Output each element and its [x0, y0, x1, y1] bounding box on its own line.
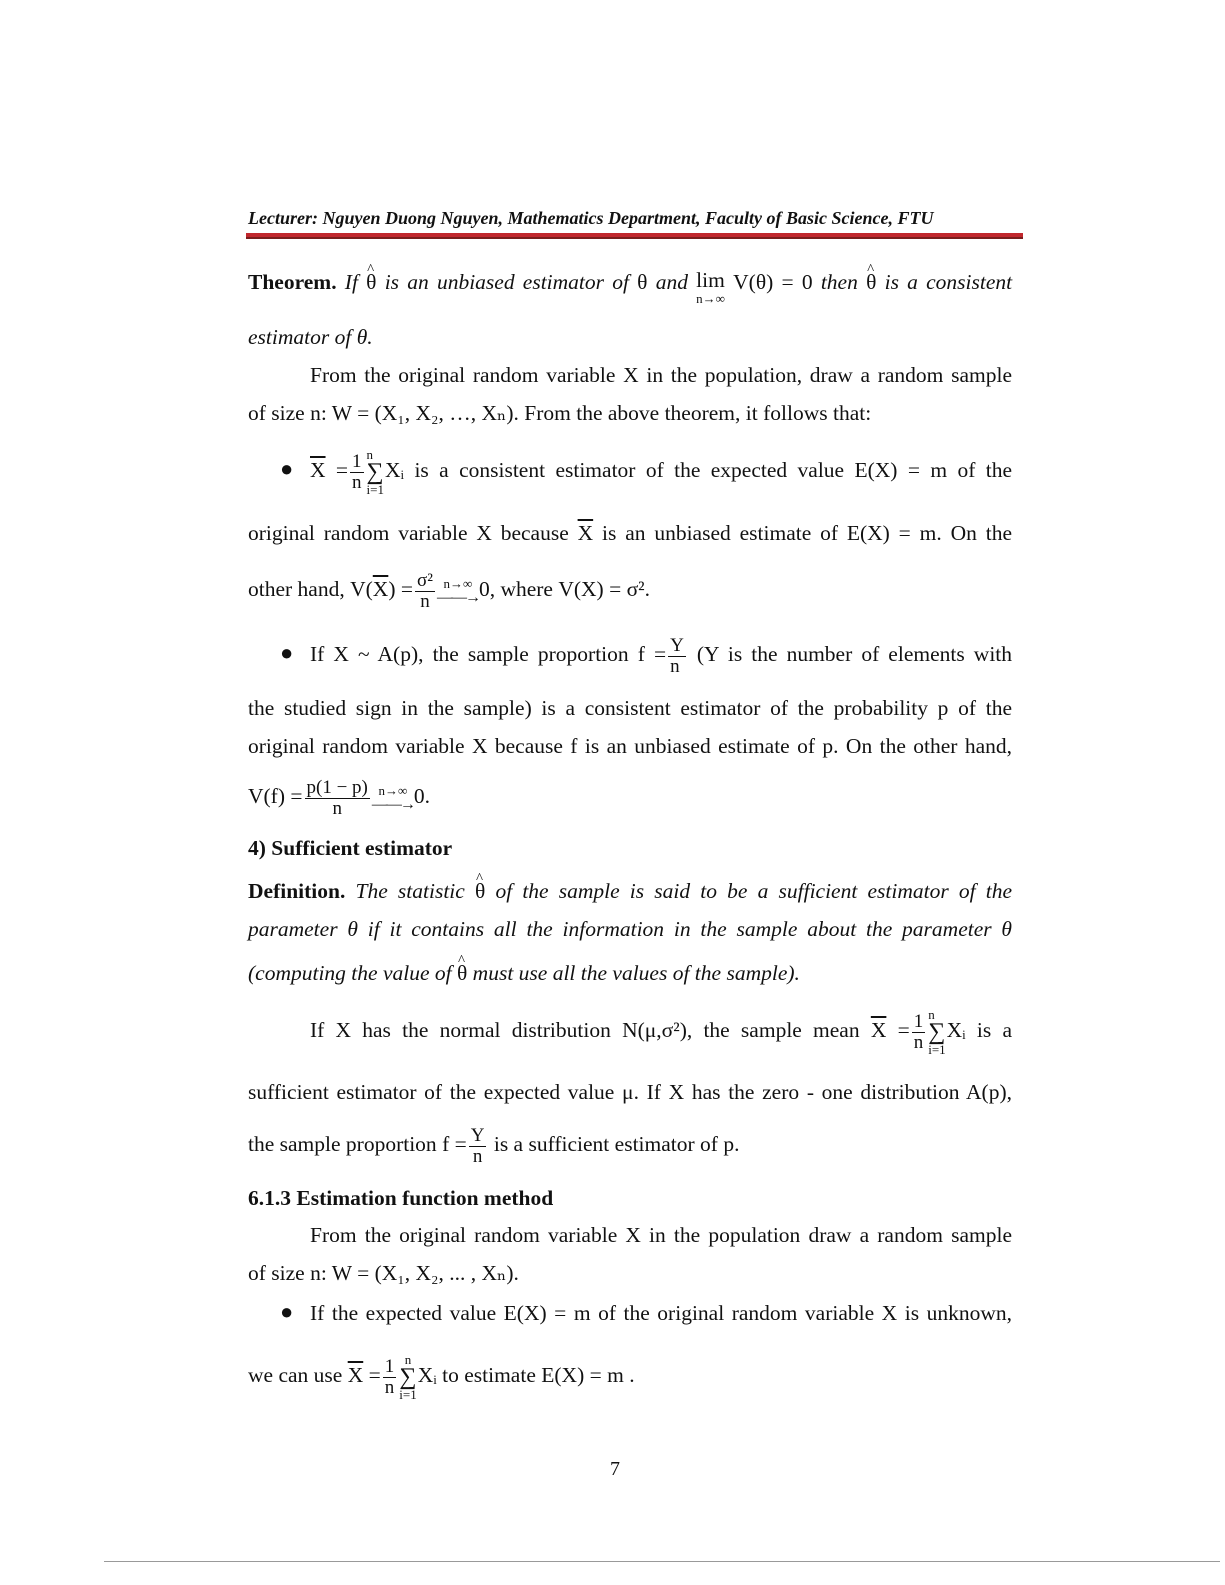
theorem-line-2: estimator of θ. — [248, 325, 373, 349]
section613-bullet-line — [310, 1299, 1012, 1327]
section613-line-2: of size n: W = (X₁, X₂, ... , Xₙ). — [248, 1261, 519, 1285]
definition-text: The statistic — [355, 879, 465, 903]
bullet2-line-1 — [310, 628, 1012, 680]
sum-upper: n — [404, 1352, 412, 1368]
normal-line-3 — [248, 1118, 1012, 1170]
bullet-icon: ● — [280, 1299, 294, 1324]
variance-f: V(f) = — [248, 784, 303, 808]
bullet2-text: If — [310, 642, 325, 666]
footer-rule — [104, 1561, 1220, 1562]
numerator: p(1 − p) — [306, 776, 368, 798]
bullet1-line-1: $\overline{X}$ = $\frac{1}{n}$ n ∑ i=1 Xᵢ is a consistent estimator of the expected value E(X) = m of the — [310, 447, 1013, 498]
arrow-label: n→∞ — [443, 576, 473, 592]
denominator: n — [472, 1145, 483, 1167]
bullet1-text: is a consistent estimator of the expected value — [414, 458, 845, 482]
section613-text: of the original random variable X is unknown, — [598, 1301, 1013, 1325]
sum-upper: n — [928, 1007, 935, 1023]
expected-value: E(X) = m — [503, 1301, 591, 1325]
theorem-line-1 — [248, 268, 1012, 306]
denominator: n — [352, 471, 362, 493]
expected-value: E(X) = m . — [541, 1363, 635, 1387]
distribution: X ~ A(p) — [333, 642, 419, 666]
x-bar: $\overline{X}$ — [310, 458, 326, 482]
theorem-text: then — [820, 270, 858, 294]
limit-arrow — [437, 577, 479, 605]
numerator: Y — [470, 1124, 485, 1146]
section-heading: 4) Sufficient estimator — [248, 836, 453, 860]
section613-text: If the expected value — [310, 1301, 497, 1325]
definition-text: (computing the value of — [248, 961, 452, 985]
definition-line-1 — [248, 877, 1012, 905]
summation — [399, 1353, 416, 1401]
theta-hat: ^ θ — [366, 268, 376, 296]
x-bar: $\overline{X}$ — [347, 1363, 364, 1387]
section613-text: we can use — [248, 1363, 343, 1387]
zero: 0 — [478, 577, 490, 601]
intro-line-1: From the original random variable X in the population, draw a random sample — [310, 363, 1012, 387]
normal-text: sufficient estimator of the expected value — [248, 1080, 615, 1104]
theta: θ — [637, 270, 648, 294]
definition-line-3 — [248, 959, 1012, 987]
mu: μ — [622, 1080, 634, 1104]
normal-text: . If X has the zero - one distribution A(p), — [633, 1080, 1012, 1104]
arrow-icon: ——→ — [436, 589, 479, 607]
variance-xbar: $V(\overline{X})$ = — [350, 577, 413, 601]
bullet2-line-2: the studied sign in the sample) is a consistent estimator of the probability p of the — [248, 696, 1012, 720]
numerator: 1 — [352, 450, 362, 472]
normal-line-1: If X has the normal distribution N(μ,σ²), the sample mean $\overline{X}$ = $\frac{1}{n}$ n ∑ i=1 Xᵢ is a — [310, 1007, 1013, 1058]
definition-line-2: parameter θ if it contains all the information in the sample about the parameter θ — [248, 917, 1012, 941]
definition-text: of the sample is said to be a sufficient estimator of the — [495, 879, 1012, 903]
arrow-icon: ——→ — [371, 796, 414, 814]
fraction — [668, 636, 686, 677]
section613-line-3: we can use $\overline{X}$ = $\frac{1}{n}$ n ∑ i=1 Xᵢ to estimate E(X) = m . — [248, 1352, 635, 1403]
sigma-symbol: ∑ — [366, 459, 384, 486]
theta-hat: ^ θ — [475, 877, 485, 905]
fraction — [383, 1357, 397, 1398]
expected-value: E(X) = m — [854, 458, 948, 482]
variance-formula: V(X) = σ². — [558, 577, 651, 601]
bullet2-text: , the sample proportion — [418, 642, 629, 666]
fraction — [350, 452, 364, 493]
numerator: 1 — [384, 1355, 395, 1377]
bullet1-text: other hand, — [248, 577, 345, 601]
bullet1-text: is an unbiased estimate of E(X) = m. On the — [602, 521, 1013, 545]
page-number: 7 — [610, 1458, 620, 1480]
variance-formula: V(θ) = 0 — [733, 270, 813, 294]
bullet2-line-3: original random variable X because f is an unbiased estimate of p. On the other hand, — [248, 734, 1012, 758]
fraction — [305, 778, 370, 819]
bullet-icon: ● — [280, 456, 294, 481]
summation — [367, 448, 384, 496]
x-i: Xᵢ — [385, 458, 405, 482]
bullet1-line-2 — [248, 519, 1012, 547]
definition-text: must use all the values of the sample). — [472, 961, 800, 985]
bullet2-line-4 — [248, 768, 1012, 824]
numerator: σ² — [416, 569, 433, 591]
bullet1-text: original random variable X because — [248, 521, 569, 545]
f-equals: f = — [637, 642, 667, 666]
normal-text: the sample proportion — [248, 1132, 437, 1156]
theta-hat: ^ θ — [457, 959, 467, 987]
theorem-text: is an unbiased estimator of — [384, 270, 629, 294]
section-heading: 6.1.3 Estimation function method — [248, 1186, 554, 1210]
header-rule — [246, 233, 1023, 239]
limit — [696, 268, 725, 306]
sigma-symbol: ∑ — [399, 1364, 417, 1391]
bullet-icon: ● — [280, 640, 294, 665]
x-i: Xᵢ — [946, 1018, 966, 1042]
theorem-label: Theorem. — [248, 270, 337, 294]
sum-upper: n — [366, 447, 374, 463]
f-equals: f = — [442, 1132, 467, 1156]
summation — [928, 1008, 945, 1056]
zero: 0. — [413, 784, 431, 808]
limit-arrow — [372, 784, 414, 812]
running-header: Lecturer: Nguyen Duong Nguyen, Mathematics Department, Faculty of Basic Science, FTU — [248, 208, 934, 228]
normal-text: is a — [976, 1018, 1013, 1042]
bullet1-text: , where — [489, 577, 553, 601]
arrow-label: n→∞ — [378, 783, 408, 799]
x-i: Xᵢ — [417, 1363, 437, 1387]
intro-line-2: of size n: W = (X₁, X₂, …, Xₙ). From the above theorem, it follows that: — [248, 401, 872, 425]
denominator: n — [332, 797, 342, 819]
lim-word: lim — [696, 268, 725, 292]
numerator: 1 — [913, 1010, 924, 1032]
distribution: N(μ,σ²) — [622, 1018, 687, 1042]
denominator: n — [913, 1031, 924, 1053]
sum-lower: i=1 — [928, 1042, 946, 1058]
x-bar: $\overline{X}$ — [577, 521, 594, 545]
bullet1-line-3 — [248, 560, 1012, 618]
section613-text: to estimate — [442, 1363, 536, 1387]
x-bar: $\overline{X}$ — [870, 1018, 887, 1042]
theorem-text: is a consistent — [884, 270, 1013, 294]
fraction — [469, 1126, 487, 1167]
theorem-text: and — [655, 270, 688, 294]
theta-hat: ^ θ — [866, 268, 876, 296]
sum-lower: i=1 — [399, 1387, 417, 1403]
normal-text: , the sample mean — [686, 1018, 860, 1042]
sum-lower: i=1 — [366, 482, 384, 498]
normal-line-2 — [248, 1078, 1012, 1106]
denominator: n — [670, 655, 680, 677]
numerator: Y — [670, 634, 684, 656]
bullet2-text: (Y is the number of elements with — [696, 642, 1013, 666]
normal-text: If X has the normal distribution — [310, 1018, 611, 1042]
denominator: n — [384, 1376, 395, 1398]
fraction — [415, 571, 435, 612]
theorem-text: If — [344, 270, 358, 294]
bullet1-text: of the — [957, 458, 1013, 482]
definition-label: Definition. — [248, 879, 346, 903]
normal-text: is a sufficient estimator of p. — [493, 1132, 740, 1156]
lim-subscript: n→∞ — [696, 291, 725, 306]
denominator: n — [420, 590, 430, 612]
section613-line-1: From the original random variable X in the population draw a random sample — [310, 1223, 1012, 1247]
fraction — [912, 1012, 926, 1053]
sigma-symbol: ∑ — [928, 1019, 946, 1046]
